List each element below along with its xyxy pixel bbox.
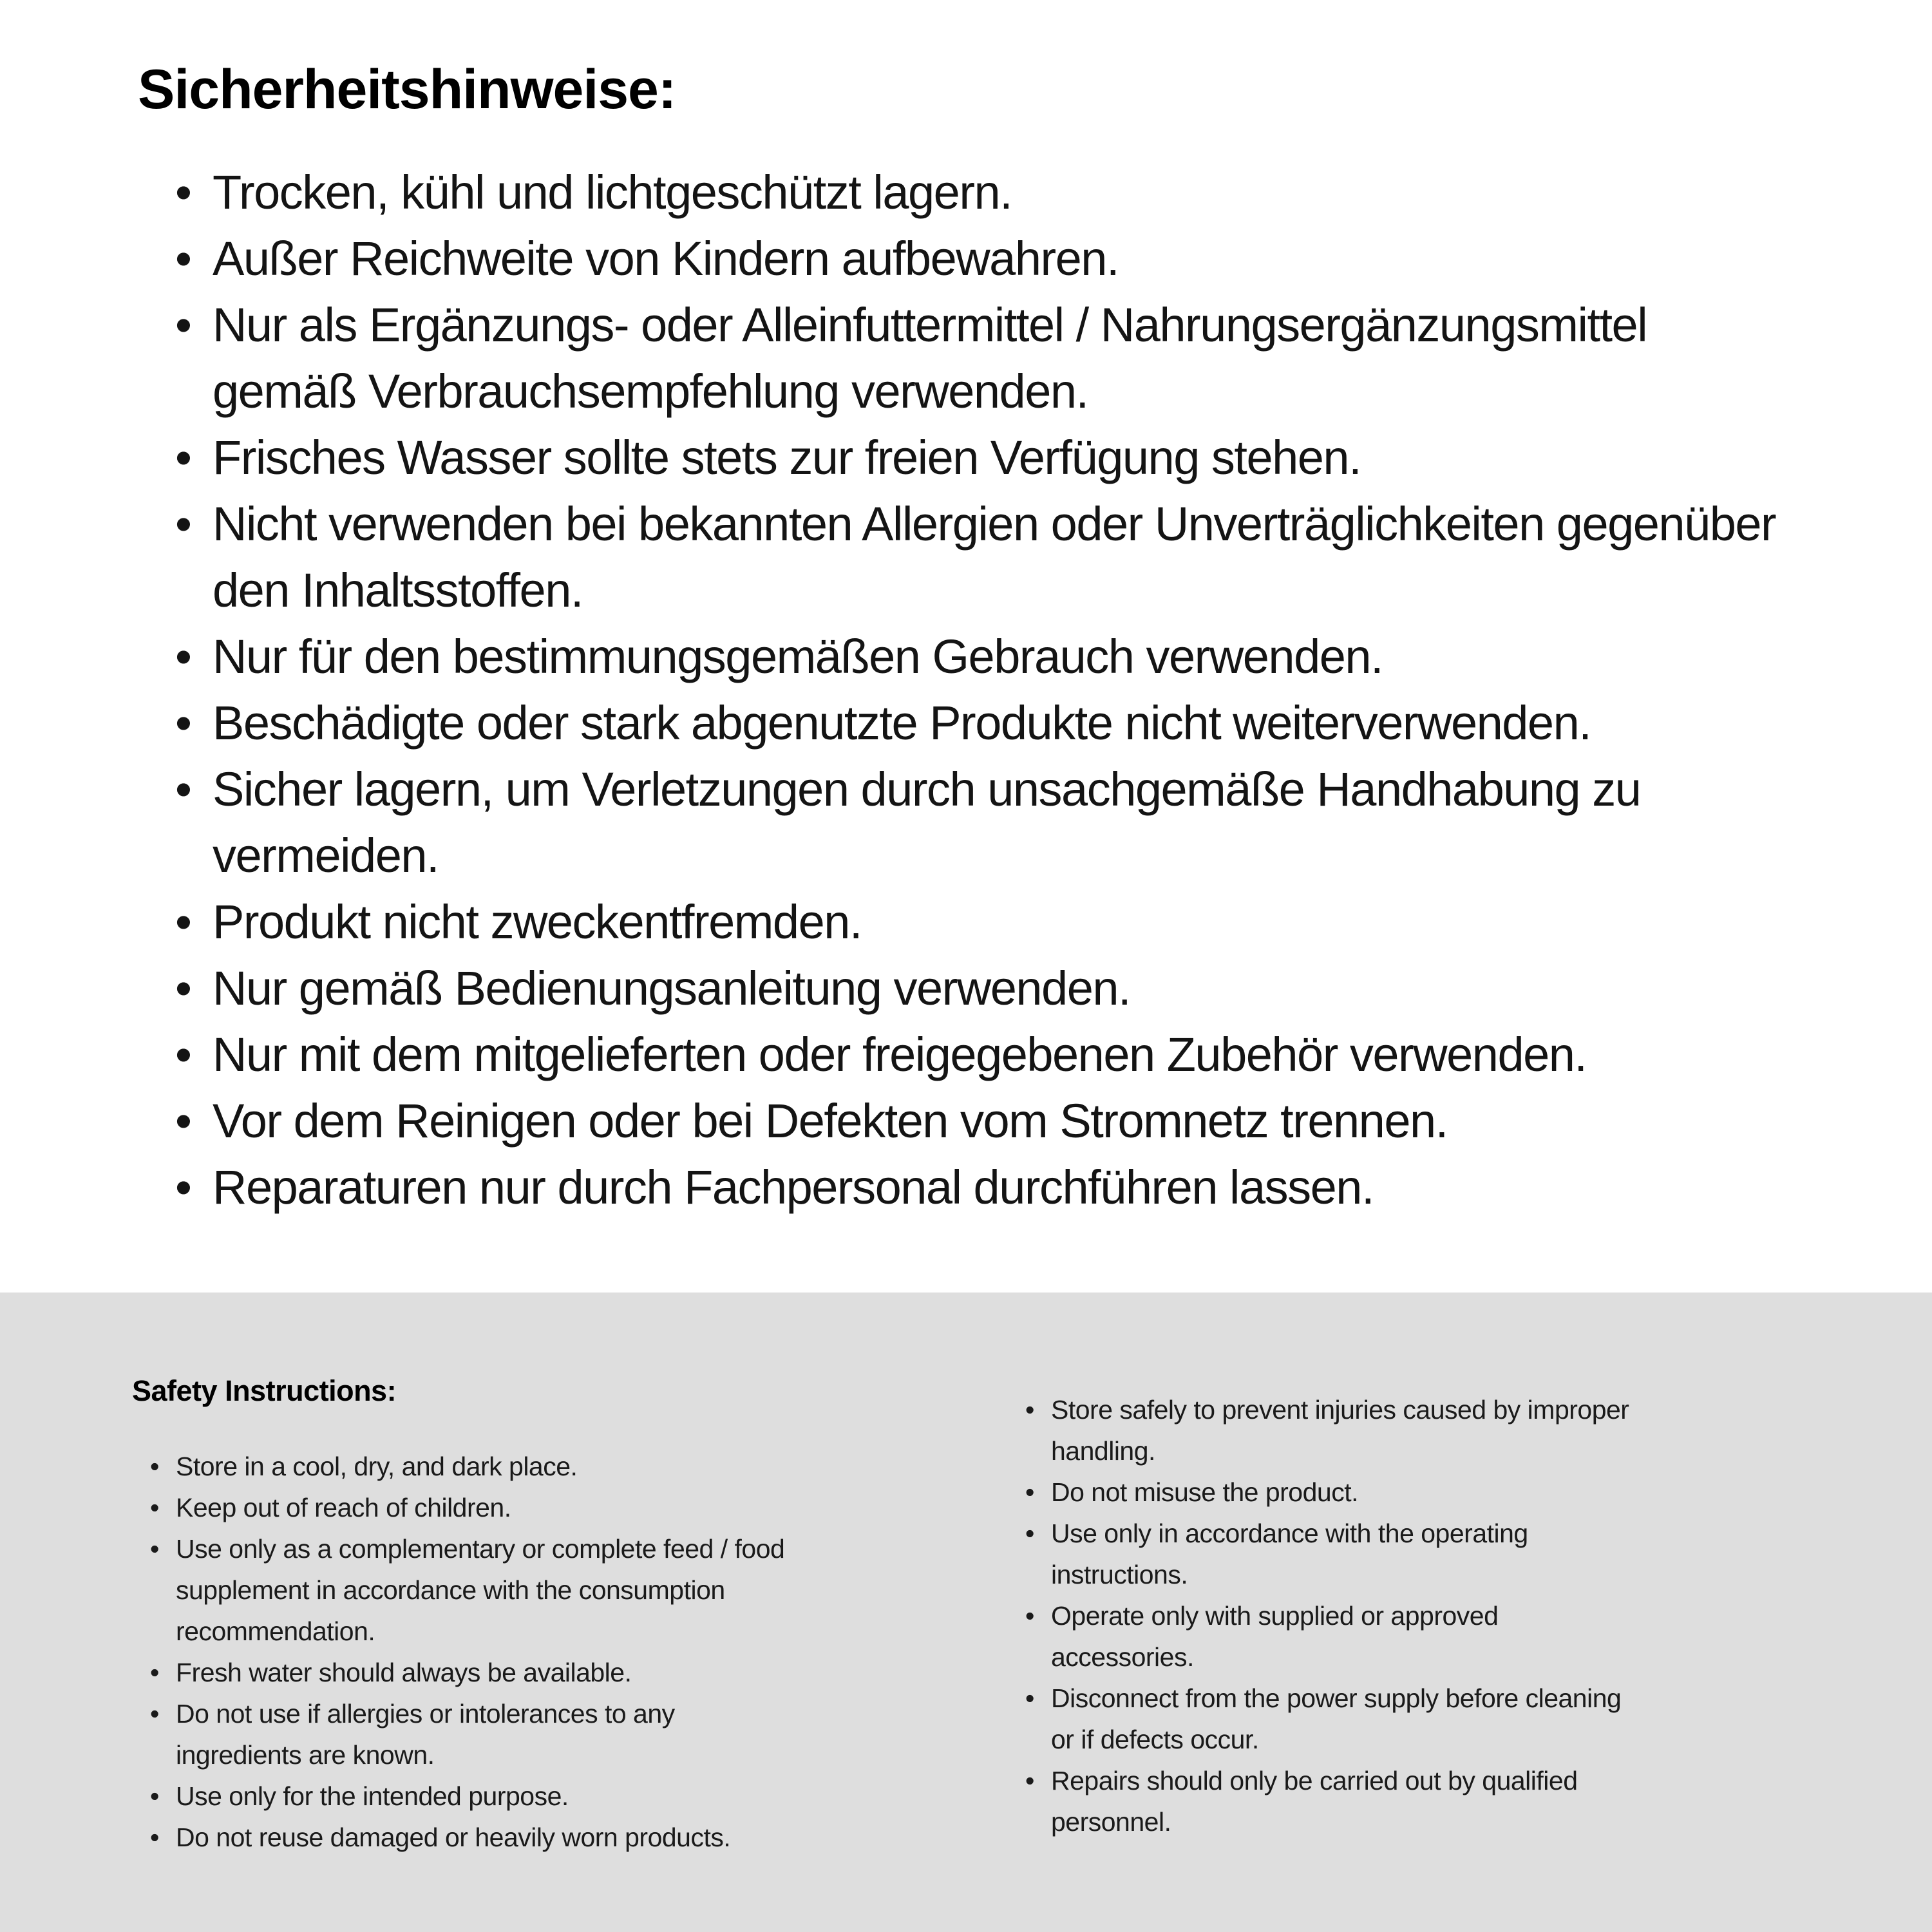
list-item: • Do not use if allergies or intolerances to any ingredients are known. — [150, 1693, 794, 1776]
list-item: • Store safely to prevent injuries caused by improper handling. — [1025, 1389, 1643, 1472]
list-item: • Use only as a complementary or complete feed / food supplement in accordance with the consumption recommendation. — [150, 1528, 794, 1652]
list-item: • Use only in accordance with the operating instructions. — [1025, 1513, 1643, 1595]
list-item: • Store in a cool, dry, and dark place. — [150, 1446, 794, 1487]
list-item: • Nur als Ergänzungs- oder Alleinfuttermittel / Nahrungsergänzungsmittel gemäß Verbrauchsempfehlung verwenden. — [175, 292, 1785, 424]
english-safety-section — [0, 1293, 1932, 1932]
list-item: • Trocken, kühl und lichtgeschützt lagern. — [175, 159, 1785, 225]
list-item: • Vor dem Reinigen oder bei Defekten vom Stromnetz trennen. — [175, 1088, 1785, 1154]
list-item: • Disconnect from the power supply before cleaning or if defects occur. — [1025, 1678, 1643, 1760]
english-right-column — [1025, 1374, 1643, 1842]
english-left-column — [132, 1374, 924, 1858]
german-safety-list — [175, 159, 1785, 1220]
list-item: • Do not misuse the product. — [1025, 1472, 1643, 1513]
list-item: • Nur mit dem mitgelieferten oder freigegebenen Zubehör verwenden. — [175, 1021, 1785, 1088]
list-item: • Nur für den bestimmungsgemäßen Gebrauch verwenden. — [175, 623, 1785, 690]
list-item: • Reparaturen nur durch Fachpersonal durchführen lassen. — [175, 1154, 1785, 1220]
list-item: • Nur gemäß Bedienungsanleitung verwenden. — [175, 955, 1785, 1021]
list-item: • Fresh water should always be available. — [150, 1652, 794, 1693]
list-item: • Operate only with supplied or approved accessories. — [1025, 1595, 1643, 1678]
list-item: • Do not reuse damaged or heavily worn products. — [150, 1817, 794, 1858]
list-item: • Frisches Wasser sollte stets zur freien Verfügung stehen. — [175, 424, 1785, 491]
english-section-title: Safety Instructions: — [132, 1374, 397, 1407]
english-safety-list-right — [1025, 1389, 1643, 1842]
list-item: • Sicher lagern, um Verletzungen durch unsachgemäße Handhabung zu vermeiden. — [175, 756, 1785, 889]
list-item: • Nicht verwenden bei bekannten Allergien oder Unverträglichkeiten gegenüber den Inhaltsstoffen. — [175, 491, 1785, 623]
german-section-title: Sicherheitshinweise: — [138, 59, 676, 120]
list-item: • Repairs should only be carried out by qualified personnel. — [1025, 1760, 1643, 1842]
list-item: • Außer Reichweite von Kindern aufbewahren. — [175, 225, 1785, 292]
list-item: • Use only for the intended purpose. — [150, 1776, 794, 1817]
english-safety-list-left — [150, 1446, 794, 1858]
list-item: • Keep out of reach of children. — [150, 1487, 794, 1528]
list-item: • Produkt nicht zweckentfremden. — [175, 889, 1785, 955]
list-item: • Beschädigte oder stark abgenutzte Produkte nicht weiterverwenden. — [175, 690, 1785, 756]
